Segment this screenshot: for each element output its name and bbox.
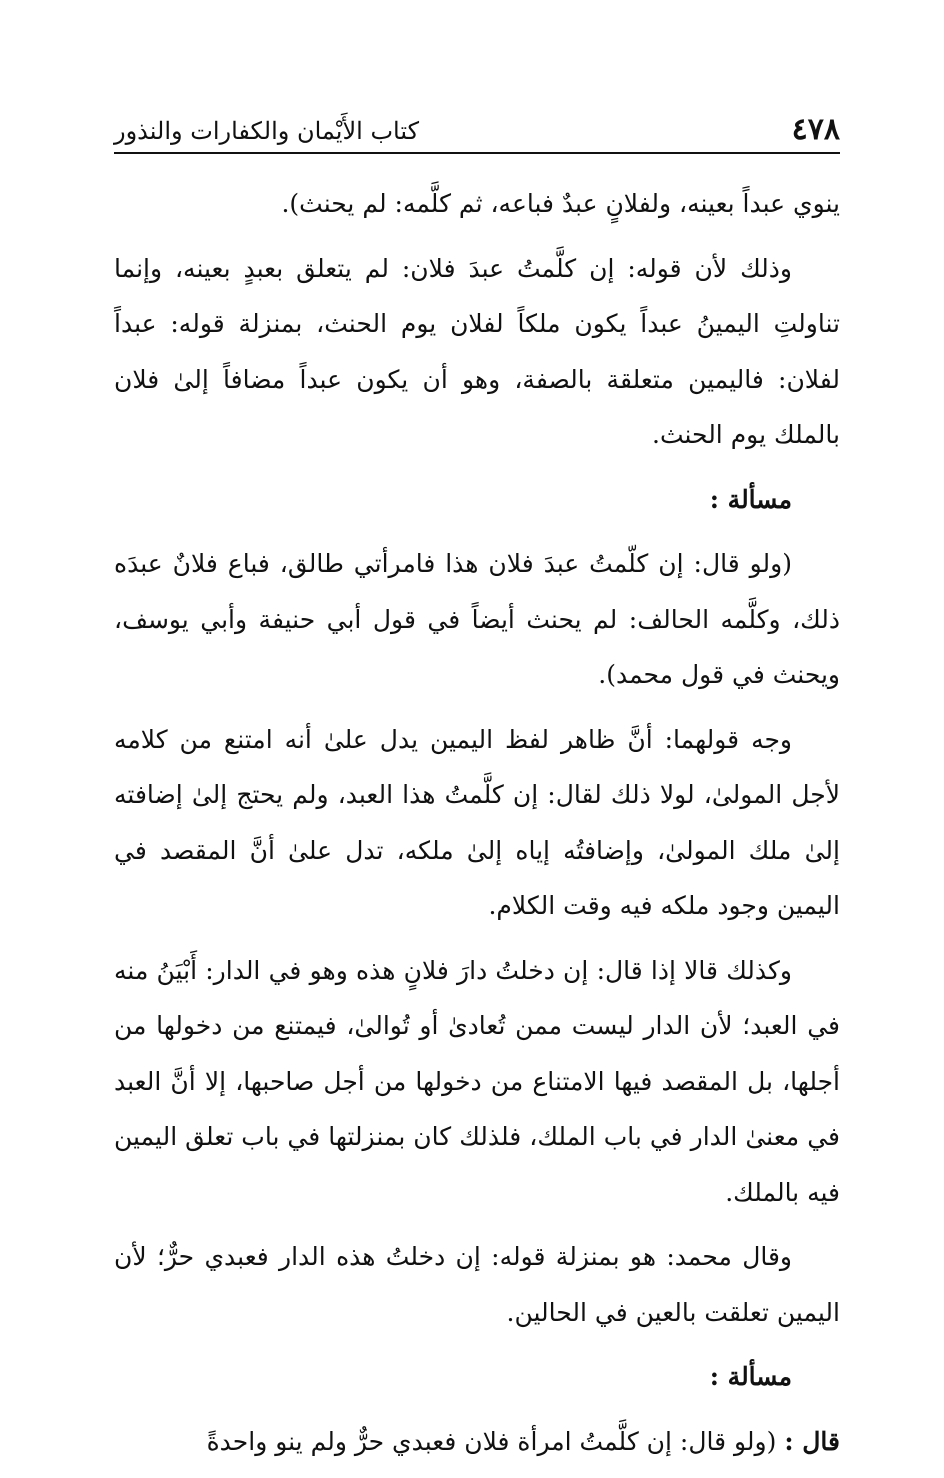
paragraph-lead: قال : (784, 1426, 840, 1456)
page-body (114, 176, 840, 1478)
section-heading: مسألة : (709, 1362, 792, 1391)
running-title: كتاب الأَيْمان والكفارات والنذور (114, 117, 420, 145)
paragraph-continuation: ينوي عبداً بعينه، ولفلانٍ عبدٌ فباعه، ثم كلَّمه: لم يحنث). (281, 189, 840, 218)
paragraph-reasoning: وجه قولهما: أنَّ ظاهر لفظ اليمين يدل علىٰ أنه امتنع من كلامه لأجل المولىٰ، لولا ذلك لقال: إن كلَّمتُ هذا العبد، ولم يحتج إلىٰ إضافته إلىٰ ملك المولىٰ، وإضافتُه إياه إلىٰ ملكه، تدل علىٰ أنَّ المقصد في اليمين وجود ملكه فيه وقت الكلام. (114, 724, 840, 920)
paragraph-explanation: وذلك لأن قوله: إن كلَّمتُ عبدَ فلان: لم يتعلق بعبدٍ بعينه، وإنما تناولتِ اليمينُ عبداً يكون ملكاً لفلان يوم الحنث، بمنزلة قوله: عبداً لفلان: فاليمين متعلقة بالصفة، وهو أن يكون عبداً مضافاً إلىٰ فلان بالملك يوم الحنث. (114, 253, 840, 449)
paragraph-comparison: وكذلك قالا إذا قال: إن دخلتُ دارَ فلانٍ هذه وهو في الدار: أَبْيَنُ منه في العبد؛ لأن الدار ليست ممن تُعادىٰ أو تُوالىٰ، فيمتنع من دخولها من أجلها، بل المقصد فيها الامتناع من دخولها من أجل صاحبها، إلا أنَّ العبد في معنىٰ الدار في باب الملك، فلذلك كان بمنزلتها في باب تعلق اليمين فيه بالملك. (114, 955, 840, 1207)
page-header (114, 110, 840, 152)
section-heading: مسألة : (709, 484, 792, 514)
paragraph-last-text: (ولو قال: إن كلَّمتُ امرأة فلان فعبدي حرٌّ ولم ينو واحدةً (206, 1426, 785, 1456)
header-divider (114, 152, 840, 154)
page-number: ٤٧٨ (791, 112, 840, 147)
paragraph-ruling: (ولو قال: إن كلّمتُ عبدَ فلان هذا فامرأتي طالق، فباع فلانٌ عبدَه ذلك، وكلَّمه الحالف: لم يحنث أيضاً في قول أبي حنيفة وأبي يوسف، ويحنث في قول محمد). (114, 549, 840, 689)
paragraph-opinion: وقال محمد: هو بمنزلة قوله: إن دخلتُ هذه الدار فعبدي حرٌّ؛ لأن اليمين تعلقت بالعين في الحالين. (114, 1242, 840, 1327)
paragraph-last (114, 1414, 840, 1470)
